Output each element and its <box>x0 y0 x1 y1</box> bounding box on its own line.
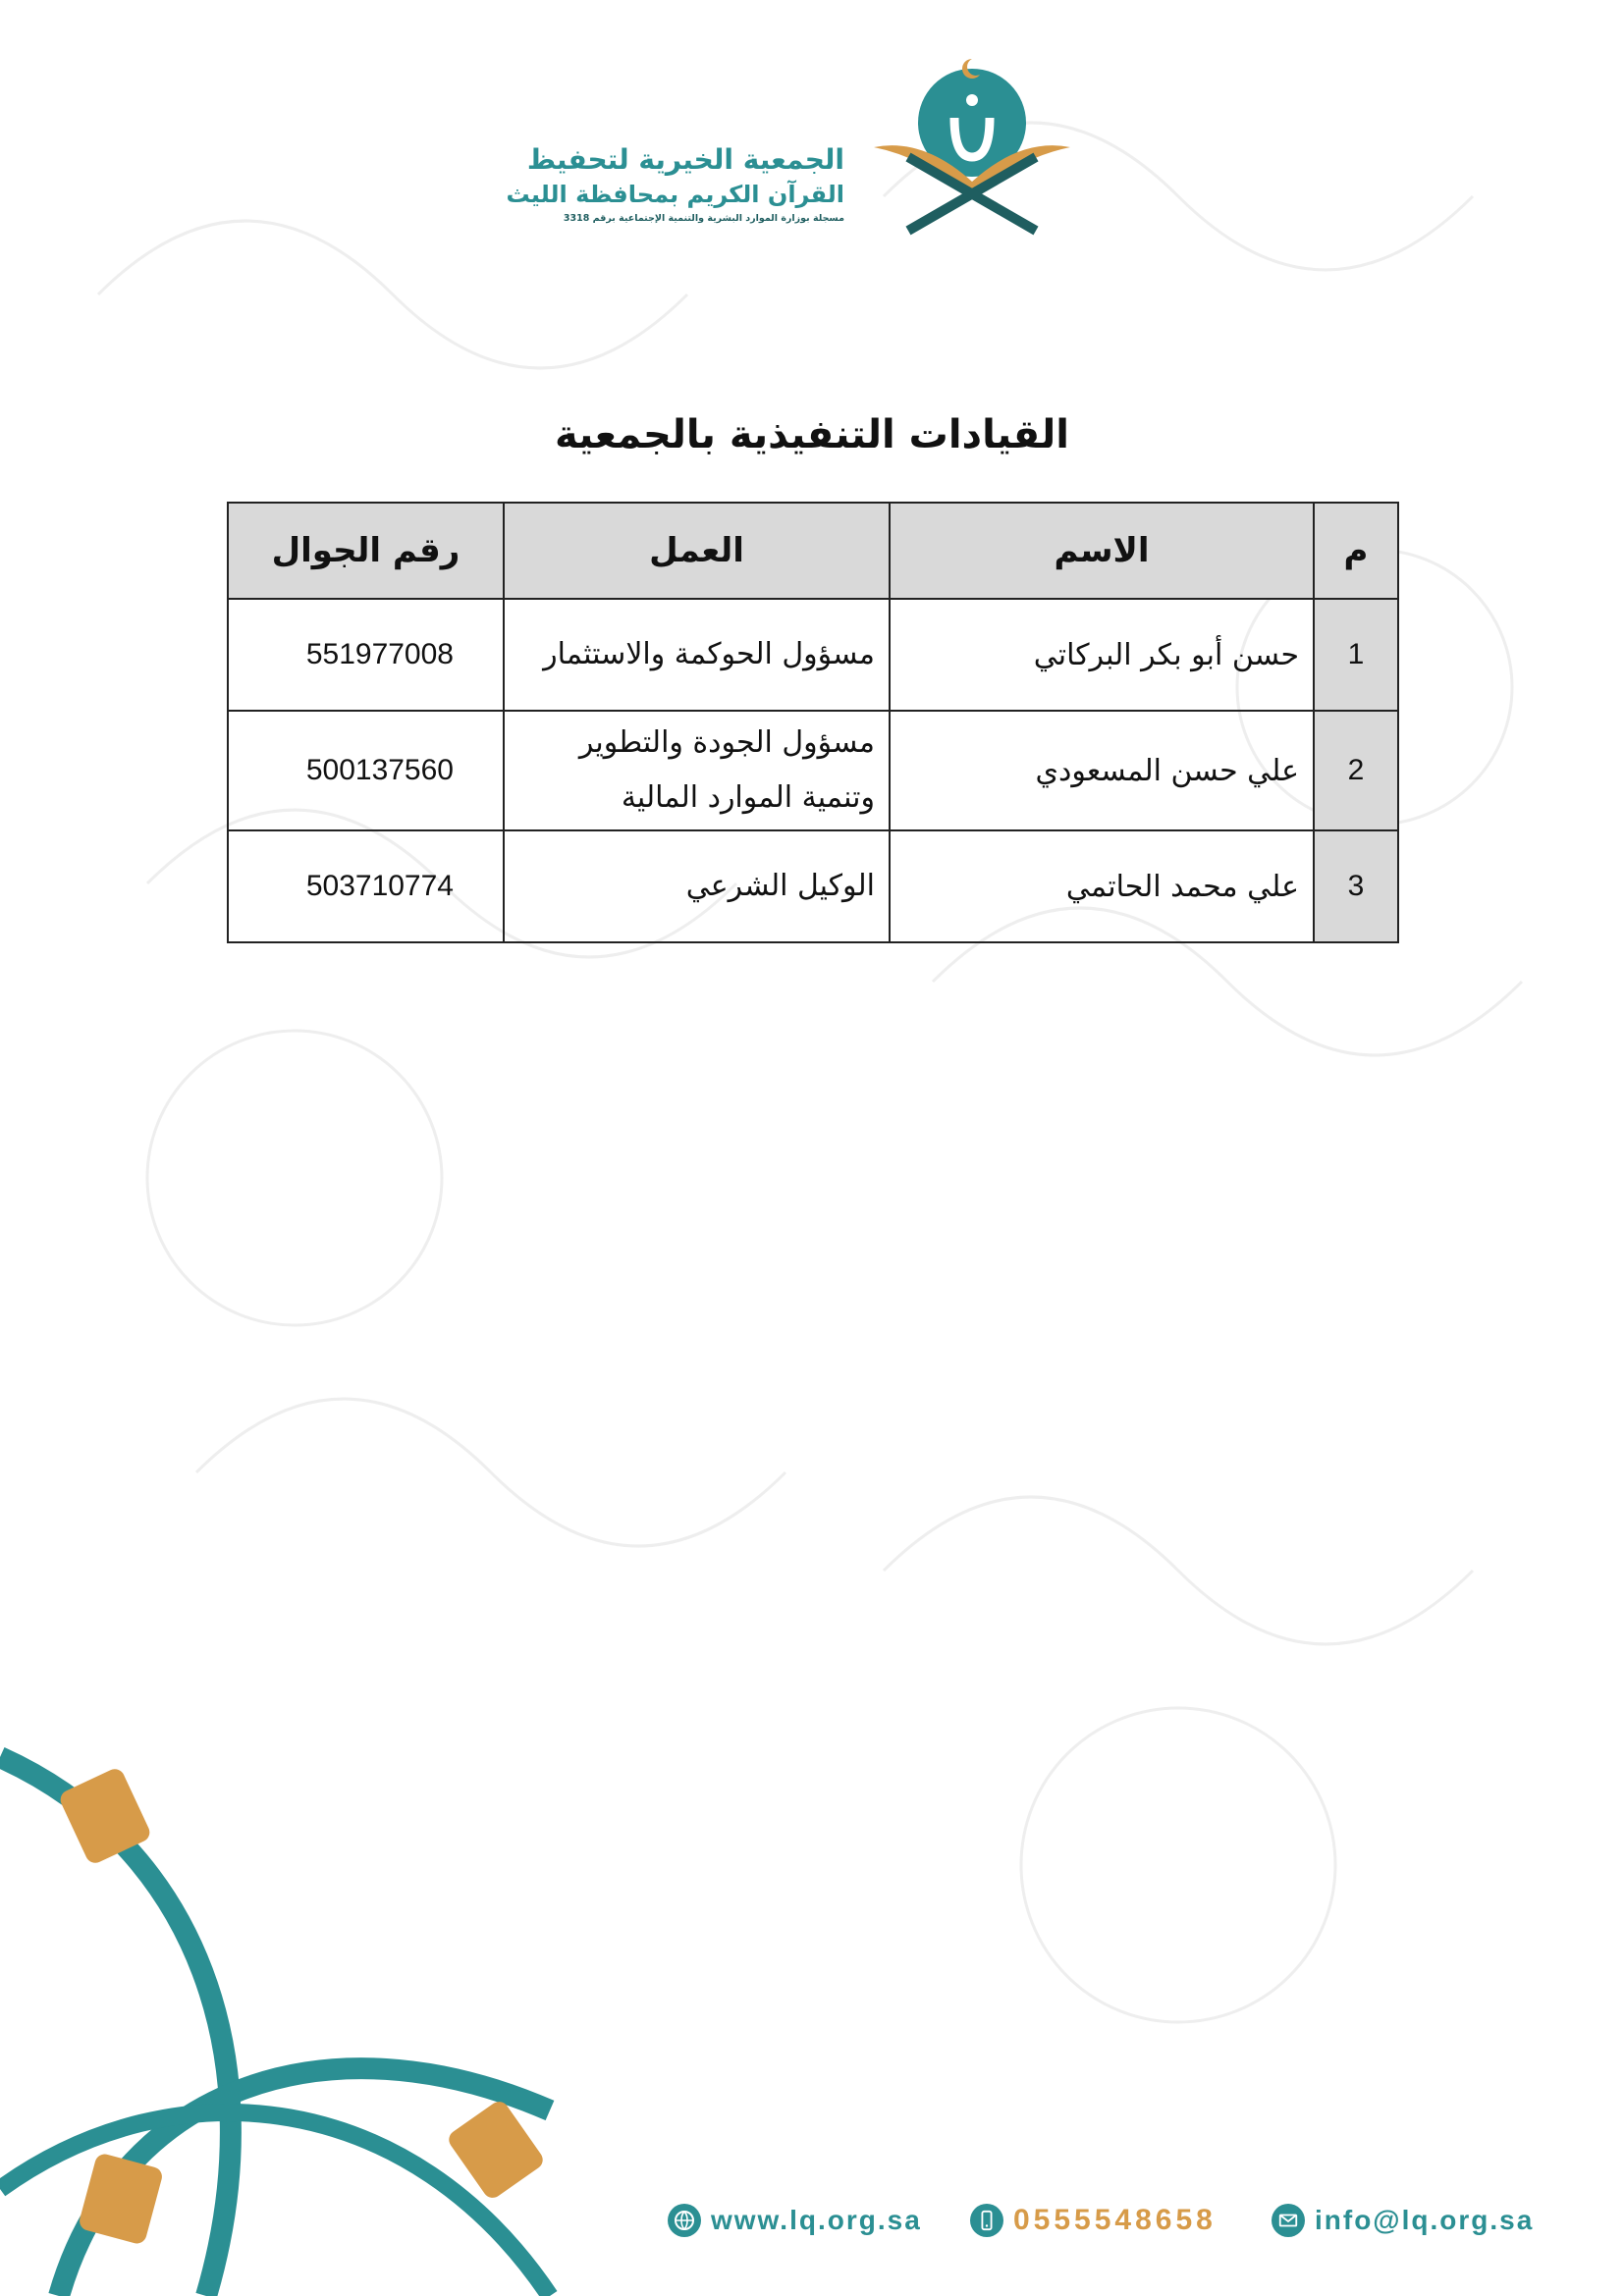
footer-email[interactable] <box>1272 2199 1534 2242</box>
row-job-line1: مسؤول الجودة والتطوير <box>578 725 875 760</box>
row-job: الوكيل الشرعي <box>504 830 890 942</box>
row-num: 3 <box>1314 830 1398 942</box>
row-phone: 551977008 <box>228 599 504 711</box>
document-title: القيادات التنفيذية بالجمعية <box>555 412 1069 457</box>
org-name-line2: القرآن الكريم بمحافظة الليث <box>506 181 844 208</box>
mobile-phone-icon <box>970 2204 1003 2237</box>
envelope-icon <box>1272 2204 1305 2237</box>
table-header-row <box>228 503 1398 599</box>
header-job: العمل <box>504 503 890 599</box>
footer-website[interactable] <box>668 2199 922 2242</box>
org-name-line1: الجمعية الخيرية لتحفيظ <box>526 143 844 176</box>
corner-arcs-decoration <box>0 1757 550 2296</box>
globe-icon <box>668 2204 701 2237</box>
row-name: علي محمد الحاتمي <box>890 830 1314 942</box>
email-text: info@lq.org.sa <box>1315 2205 1535 2235</box>
header-num: م <box>1314 503 1398 599</box>
header-name: الاسم <box>890 503 1314 599</box>
table-row <box>228 830 1398 942</box>
organization-name-block <box>506 142 844 227</box>
executive-leaders-table <box>227 502 1399 943</box>
row-num: 2 <box>1314 711 1398 830</box>
org-registration-line: مسجلة بوزارة الموارد البشرية والتنمية الإجتماعية برقم 3318 <box>563 213 844 224</box>
website-text: www.lq.org.sa <box>711 2205 922 2235</box>
organization-logo <box>506 49 1080 245</box>
row-job <box>504 711 890 830</box>
row-job-line2: وتنمية الموارد المالية <box>621 780 875 815</box>
row-num: 1 <box>1314 599 1398 711</box>
row-phone: 503710774 <box>228 830 504 942</box>
header-phone: رقم الجوال <box>228 503 504 599</box>
row-phone: 500137560 <box>228 711 504 830</box>
quran-stand-logo-icon <box>864 49 1080 245</box>
footer-contacts <box>658 2199 1542 2242</box>
row-job: مسؤول الحوكمة والاستثمار <box>504 599 890 711</box>
table-row <box>228 711 1398 830</box>
table-row <box>228 599 1398 711</box>
phone-text: 0555548658 <box>1013 2204 1217 2236</box>
footer-phone[interactable] <box>970 2199 1217 2242</box>
row-name: علي حسن المسعودي <box>890 711 1314 830</box>
row-name: حسن أبو بكر البركاتي <box>890 599 1314 711</box>
